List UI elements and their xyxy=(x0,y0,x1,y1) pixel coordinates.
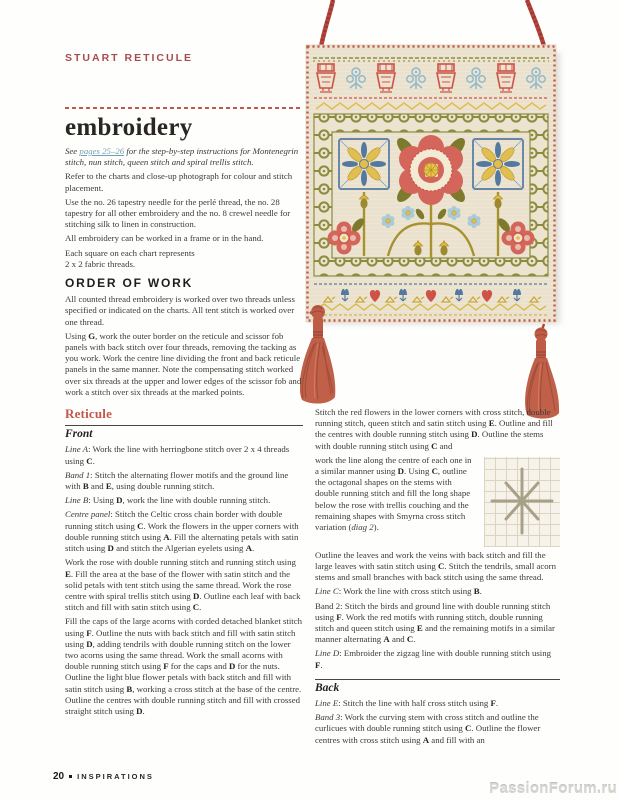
section-title: embroidery xyxy=(65,114,193,141)
front-section xyxy=(65,425,303,717)
right-paragraphs xyxy=(315,550,560,671)
paragraph: All counted thread embroidery is worked over two threads unless specified or indicated on the charts. All tent stitch is worked over one thread. xyxy=(65,294,295,327)
paragraph: Fill the caps of the large acorns with corded detached blanket stitch using F. Outline the nuts with back stitch and fill with satin stitch using D, adding tendrils with double running stitch on the lower two acorns using the same thread. Work the small acorns with double running stitch using F for the caps and D for the nuts. Outline the light blue flower petals with back stitch and fill with satin stitch using B, working a cross stitch at the base of the centre. Outline the centres with double running stitch and fill with crossed straight stitch using D. xyxy=(65,616,303,716)
paragraph: Line E: Stitch the line with half cross stitch using F. xyxy=(315,698,499,709)
paragraph: Line B: Using D, work the line with double running stitch. xyxy=(65,495,271,506)
back-rule xyxy=(315,679,560,680)
paragraph: Each square on each chart represents 2 x 2 fabric threads. xyxy=(65,247,195,269)
back-paragraphs xyxy=(315,698,560,746)
back-heading: Back xyxy=(315,681,340,694)
paragraph: Stitch the red flowers in the lower corners with cross stitch, double running stitch, queen stitch and satin stitch using E. Outline and fill the centres with double running stitch using D. Outline the stems with double running stitch using C and xyxy=(315,407,553,451)
tassel-right xyxy=(525,324,559,419)
magazine-name: INSPIRATIONS xyxy=(77,772,154,781)
front-paragraphs xyxy=(65,444,303,717)
front-heading: Front xyxy=(65,428,93,441)
paragraph: See pages 25–26 for the step-by-step instructions for Montenegrin stitch, nun stitch, queen stitch and spiral trellis stitch. xyxy=(65,146,299,168)
right-column xyxy=(315,407,560,749)
left-column xyxy=(65,53,303,720)
page-number: 20 xyxy=(53,771,65,782)
smyrna-cross-stitch-art xyxy=(484,457,560,547)
reticule-photo-art xyxy=(300,0,619,420)
paragraph: Use the no. 26 tapestry needle for the perlé thread, the no. 28 tapestry for all other embroidery and the no. 8 crewel needle for stitching silk to linen in construction. xyxy=(65,196,291,230)
paragraph: Band 2: Stitch the birds and ground line with double running stitch using F. Work the red motifs with running stitch, double running stitch and queen stitch using E and the remaining motifs in a similar manner alternating A and C. xyxy=(315,600,555,645)
paragraph: Using G, work the outer border on the reticule and scissor fob panels with back stitch over four threads, removing the tacking as you work. Work the centre line dividing the front and back reticule panels in the same manner. Note the compensating stitch worked over six threads at the upper and lower edges of the scissor fob and work a stitch over six threads at the marked points. xyxy=(65,330,302,397)
paragraph: Work the rose with double running stitch and running stitch using E. Fill the area at the base of the flower with satin stitch and the solid petals with tent stitch using the same thread. Work the rose centre with spiral trellis stitch using D. Outline each leaf with back stitch and fill with satin stitch using C. xyxy=(65,557,301,613)
back-section xyxy=(315,679,560,746)
paragraph: Line C: Work the line with cross stitch using B. xyxy=(315,586,482,597)
paragraph: Refer to the charts and close-up photograph for colour and stitch placement. xyxy=(65,171,293,193)
dashed-divider xyxy=(65,107,303,109)
paragraph: Line A: Work the line with herringbone stitch over 2 x 4 threads using C. xyxy=(65,444,290,466)
watermark: PassionForum.ru xyxy=(489,780,617,797)
diagram-smyrna-cross-stitch xyxy=(484,457,560,547)
footer-dot-icon xyxy=(69,775,72,778)
paragraph: Band 3: Work the curving stem with cross stitch and outline the curlicues with double running stitch using C. Outline the flower centres with cross stitch using A and fill with an xyxy=(315,712,541,745)
order-of-work-heading: ORDER OF WORK xyxy=(65,276,194,291)
paragraph: work the line along the centre of each one in a similar manner using D. Using C, outline the octagonal shapes on the stems with double running stitch and fill the long shape below the rose with trellis couching and the remaining shapes with Smyrna cross stitch variation (diag 2). xyxy=(315,454,472,533)
paragraph: Band 1: Stitch the alternating flower motifs and the ground line with B and E, using double running stitch. xyxy=(65,469,289,492)
reticule-photo xyxy=(300,0,619,420)
reticule-heading: Reticule xyxy=(65,406,113,422)
blue-star-flower xyxy=(473,139,523,189)
order-of-work-paragraphs xyxy=(65,294,303,398)
page-footer xyxy=(53,771,154,782)
diagram-row xyxy=(315,455,560,547)
paragraph: Outline the leaves and work the veins with back stitch and fill the large leaves with satin stitch using C. Stitch the tendrils, small acorn stems and small branches with back stitch using the same thread. xyxy=(315,549,556,583)
page-link[interactable]: pages 25–26 xyxy=(79,146,125,156)
paragraph: Centre panel: Stitch the Celtic cross chain border with double running stitch using C. Work the flowers in the upper corners with double running stitch using A. Fill the alternating petals with satin stitch using D and stitch the Algerian eyelets using A. xyxy=(65,509,299,554)
hanging-cord xyxy=(321,0,545,50)
paragraph: Line D: Embroider the zigzag line with double running stitch using F. xyxy=(315,648,552,670)
paragraph: All embroidery can be worked in a frame or in the hand. xyxy=(65,233,264,244)
blue-star-flower xyxy=(339,139,389,189)
kicker: STUART RETICULE xyxy=(65,52,193,64)
reticule-bag xyxy=(306,45,556,322)
intro-paragraphs xyxy=(65,146,303,270)
front-rule xyxy=(65,425,303,426)
